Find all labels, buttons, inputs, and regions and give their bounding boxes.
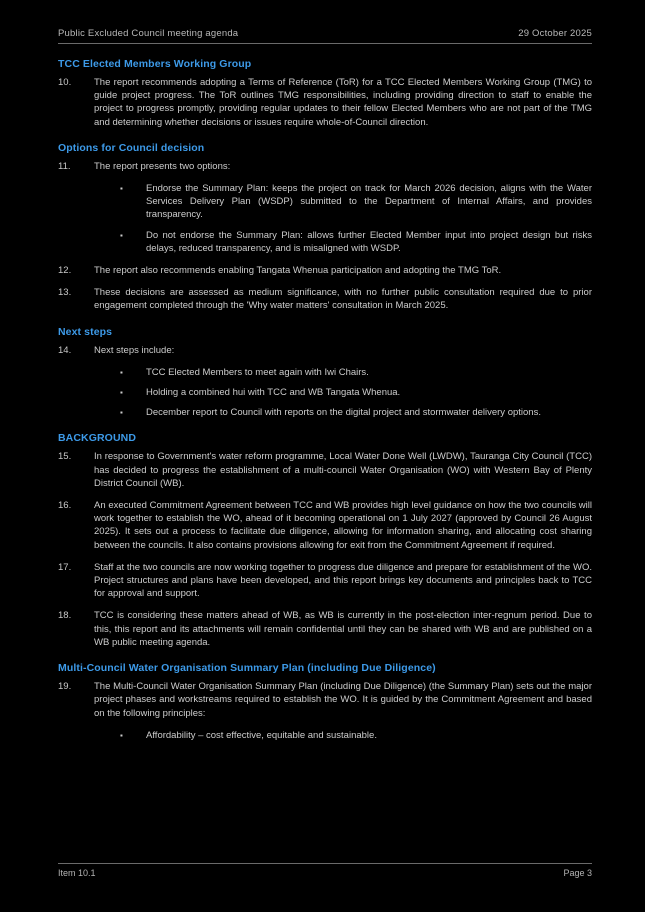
- bullet-icon: ▪: [120, 408, 123, 418]
- paragraph-text: The Multi-Council Water Organisation Summary Plan (including Due Diligence) (the Summary Plan) sets out the major project phases and workstreams required to establish the WO. It is guided by the Commitment Agreement and based on the following principles:: [94, 681, 592, 719]
- numbered-paragraph: [58, 264, 592, 277]
- page-content: [58, 28, 592, 751]
- footer-item-number: Item 10.1: [58, 868, 96, 878]
- list-item-text: Do not endorse the Summary Plan: allows further Elected Member input into project design but risks delays, reduced transparency, and is misaligned with WSDP.: [146, 229, 592, 254]
- bullet-icon: ▪: [120, 230, 123, 240]
- page-footer: [58, 863, 592, 878]
- list-item-text: December report to Council with reports on the digital project and stormwater delivery options.: [146, 407, 541, 419]
- footer-page-number: Page 3: [563, 868, 592, 878]
- paragraph-text: The report also recommends enabling Tangata Whenua participation and adopting the TMG ToR.: [94, 265, 502, 277]
- header-divider: [58, 43, 592, 44]
- page-header: [58, 28, 592, 43]
- paragraph-number: 12.: [58, 265, 72, 277]
- list-item: [58, 729, 592, 742]
- bullet-icon: ▪: [120, 184, 123, 194]
- numbered-paragraph: [58, 286, 592, 312]
- list-item-text: Holding a combined hui with TCC and WB Tangata Whenua.: [146, 387, 401, 399]
- bullet-list: [58, 182, 592, 255]
- paragraph-text: The report recommends adopting a Terms of Reference (ToR) for a TCC Elected Members Working Group (TMG) to guide project progress. The ToR outlines TMG responsibilities, including providing direction to staff to enable the project to progress promptly, providing regular updates to their fellow Elected Members who are not part of the TMG and determining whether decisions or issues require whole-of-Council direction.: [94, 77, 592, 128]
- bullet-icon: ▪: [120, 730, 123, 740]
- paragraph-number: 10.: [58, 77, 72, 88]
- numbered-paragraph: [58, 680, 592, 720]
- list-item-text: TCC Elected Members to meet again with Iwi Chairs.: [146, 366, 369, 378]
- section-heading: TCC Elected Members Working Group: [58, 58, 252, 70]
- bullet-icon: ▪: [120, 388, 123, 398]
- paragraph-text: The report presents two options:: [94, 160, 231, 172]
- list-item: [58, 229, 592, 255]
- paragraph-number: 19.: [58, 681, 72, 693]
- header-title: Public Excluded Council meeting agenda: [58, 28, 239, 39]
- numbered-paragraph: [58, 76, 592, 129]
- paragraph-number: 16.: [58, 500, 72, 512]
- section-heading: Multi-Council Water Organisation Summary Plan (including Due Diligence): [58, 662, 436, 675]
- bullet-icon: ▪: [120, 367, 123, 377]
- numbered-paragraph: [58, 561, 592, 601]
- footer-divider: [58, 863, 592, 864]
- list-item: [58, 406, 592, 419]
- paragraph-number: 11.: [58, 160, 71, 172]
- paragraph-text: Next steps include:: [94, 344, 175, 356]
- list-item-text: Affordability – cost effective, equitable and sustainable.: [146, 729, 377, 741]
- paragraph-text: In response to Government's water reform programme, Local Water Done Well (LWDW), Tauranga City Council (TCC) has decided to progress the establishment of a multi-council Water Organisation (WO) with Western Bay of Plenty District Council (WB).: [94, 451, 592, 489]
- paragraph-text: These decisions are assessed as medium significance, with no further public consultation required due to prior engagement completed through the 'Why water matters' consultation in March 2025.: [94, 287, 592, 312]
- section-heading: BACKGROUND: [58, 432, 136, 445]
- list-item: [58, 366, 592, 379]
- section-heading: Options for Council decision: [58, 141, 205, 154]
- paragraph-number: 15.: [58, 451, 72, 463]
- paragraph-number: 17.: [58, 561, 72, 573]
- numbered-paragraph: [58, 450, 592, 490]
- paragraph-text: TCC is considering these matters ahead of WB, as WB is currently in the post-election inter-regnum period. Due to this, this report and its attachments will remain confidential until they can be shared with WB and are published on a WB public meeting agenda.: [94, 610, 592, 648]
- section-heading: Next steps: [58, 325, 113, 338]
- list-item-text: Endorse the Summary Plan: keeps the project on track for March 2026 decision, aligns with the Water Services Delivery Plan (WSDP) submitted to the Department of Internal Affairs, and provides transparency.: [146, 183, 592, 221]
- paragraph-number: 13.: [58, 287, 72, 299]
- bullet-list: [58, 366, 592, 420]
- paragraph-number: 14.: [58, 344, 72, 356]
- numbered-paragraph: [58, 499, 592, 552]
- header-date: 29 October 2025: [518, 28, 592, 39]
- list-item: [58, 386, 592, 399]
- numbered-paragraph: [58, 344, 592, 357]
- paragraph-text: Staff at the two councils are now working together to progress due diligence and prepare for establishment of the WO. Project structures and plans have been developed, and this report brings key documents and principles back to TCC for approval and support.: [94, 561, 592, 600]
- numbered-paragraph: [58, 160, 592, 173]
- bullet-list: [58, 729, 592, 742]
- paragraph-text: An executed Commitment Agreement between TCC and WB provides high level guidance on how the two councils will work together to establish the WO, ahead of it becoming operational on 1 July 2027 (approved by Council 26 August 2025). It sets out a process to facilitate due diligence, allowing for information sharing, and allocating cost sharing between the councils. It also contains provisions allowing for exit from the Commitment Agreement if required.: [94, 500, 592, 551]
- numbered-paragraph: [58, 609, 592, 649]
- document-body: [58, 58, 592, 742]
- paragraph-number: 18.: [58, 610, 72, 622]
- list-item: [58, 182, 592, 222]
